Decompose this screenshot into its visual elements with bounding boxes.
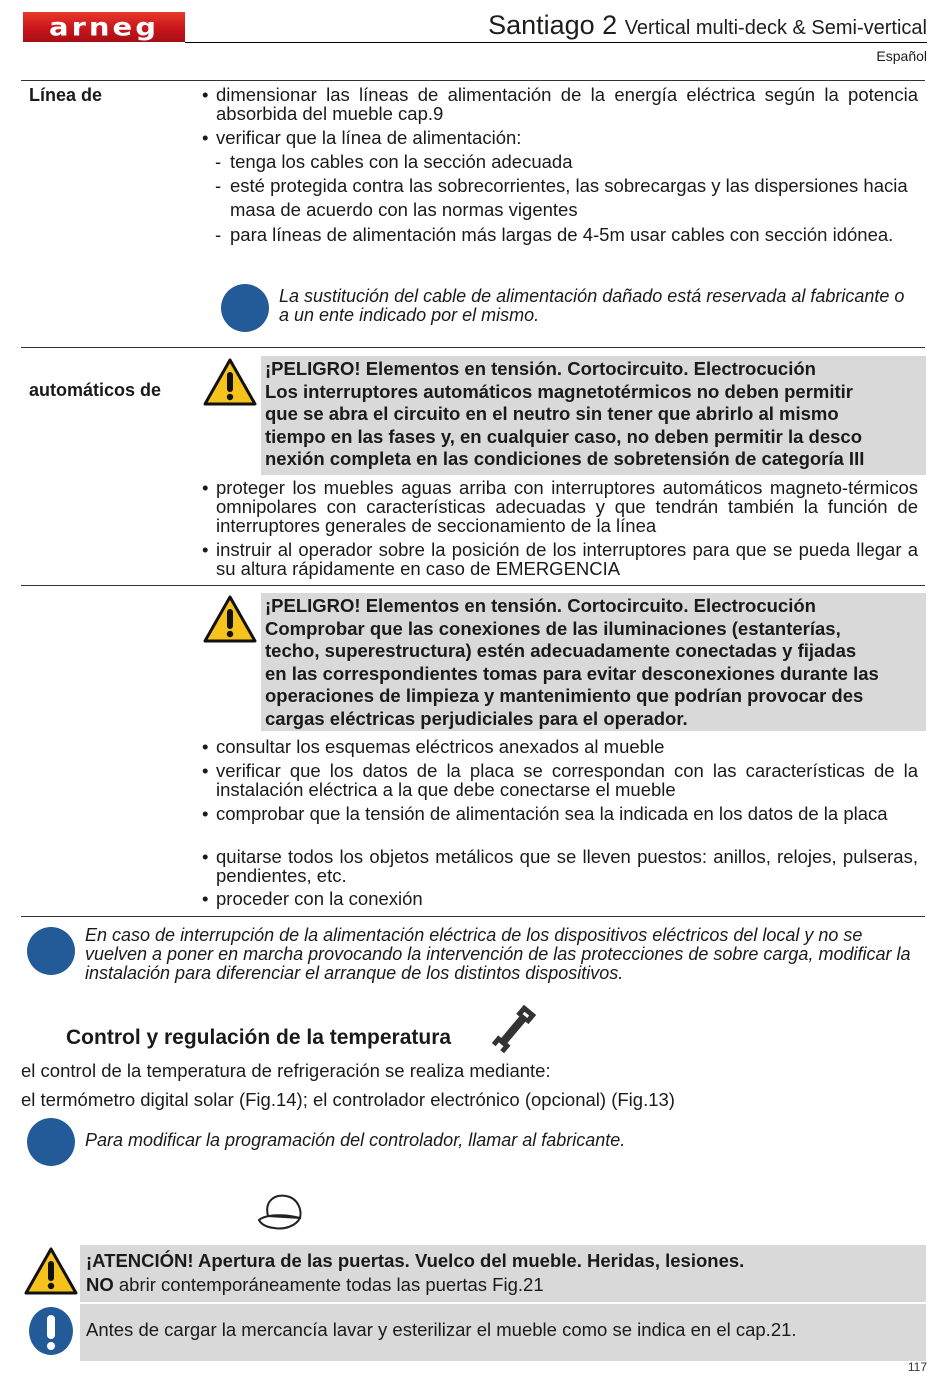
list-item: • comprobar que la tensión de alimentación sea la indicada en los datos de la placa bbox=[202, 803, 888, 824]
mandatory-box: Antes de cargar la mercancía lavar y esterilizar el mueble como se indica en el cap.21. bbox=[80, 1304, 926, 1361]
mandatory-exclamation-icon bbox=[27, 1306, 75, 1356]
product-subtitle: Vertical multi-deck & Semi-vertical bbox=[624, 17, 927, 39]
section-label-automaticos: automáticos de bbox=[29, 380, 162, 400]
info-circle-icon bbox=[27, 927, 75, 975]
warning-triangle-icon bbox=[203, 595, 257, 643]
info-note-controller: Para modificar la programación del controlador, llamar al fabricante. bbox=[85, 1130, 626, 1150]
temperature-text-1: el control de la temperatura de refrigeración se realiza mediante: bbox=[21, 1060, 551, 1081]
danger-warning-box: ¡PELIGRO! Elementos en tensión. Cortocircuito. Electrocución Comprobar que las conexiones de las iluminaciones (estanterías, techo, superestructura) estén adecuadamente conectadas y fijadas en las correspondientes tomas para evitar desconexiones durante las operaciones de limpieza y mantenimiento que podrían provocar des cargas eléctricas perjudiciales para el operador. bbox=[261, 593, 926, 731]
info-circle-icon bbox=[27, 1118, 75, 1166]
section-divider bbox=[21, 585, 925, 586]
list-item: • verificar que los datos de la placa se correspondan con las características de la instalación eléctrica a la que debe conectarse el mueble bbox=[202, 760, 918, 800]
arneg-logo: arneg bbox=[23, 12, 185, 42]
danger-warning-box: ¡PELIGRO! Elementos en tensión. Cortocircuito. Electrocución Los interruptores automáticos magnetotérmicos no deben permitir que se abra el circuito en el neutro sin tener que abrirlo al mismo tiempo en las fases y, en cualquier caso, no deben permitir la desco nexión completa en las condiciones de sobretensión de categoría III bbox=[261, 356, 926, 475]
info-circle-icon bbox=[221, 284, 269, 332]
warning-triangle-icon bbox=[24, 1247, 78, 1295]
protective-cap-icon bbox=[256, 1192, 306, 1232]
temperature-text-2: el termómetro digital solar (Fig.14); el controlador electrónico (opcional) (Fig.13) bbox=[21, 1089, 675, 1110]
sub-list-item: - esté protegida contra las sobrecorrientes, las sobrecargas y las dispersiones hacia masa de acuerdo con las normas vigentes bbox=[215, 175, 908, 220]
list-item: • consultar los esquemas eléctricos anexados al mueble bbox=[202, 736, 665, 757]
list-item: • dimensionar las líneas de alimentación de la energía eléctrica según la potencia absorbida del mueble cap.9 bbox=[202, 84, 918, 124]
header-divider bbox=[185, 42, 927, 43]
section-label-linea: Línea de bbox=[29, 85, 103, 105]
page-number: 117 bbox=[907, 1360, 927, 1374]
list-item: • instruir al operador sobre la posición de los interruptores para que se pueda llegar a su altura rápidamente en caso de EMERGENCIA bbox=[202, 539, 918, 579]
wrench-icon bbox=[488, 1000, 540, 1058]
sub-list-item: - para líneas de alimentación más largas de 4-5m usar cables con sección idónea. bbox=[215, 224, 894, 245]
info-note-interruption: En caso de interrupción de la alimentación eléctrica de los dispositivos eléctricos del local y no se vuelven a poner en marcha provocando la intervención de las protecciones de sobre carga, modificar la instalación para diferenciar el arranque de los distintos dispositivos. bbox=[85, 925, 911, 983]
list-item: • quitarse todos los objetos metálicos que se lleven puestos: anillos, relojes, pulseras, pendientes, etc. bbox=[202, 846, 918, 886]
document-title bbox=[488, 10, 927, 41]
info-note: La sustitución del cable de alimentación dañado está reservada al fabricante o a un ente indicado por el mismo. bbox=[279, 286, 905, 325]
warning-triangle-icon bbox=[203, 358, 257, 406]
product-name: Santiago 2 bbox=[488, 10, 618, 40]
section-heading-temperature: Control y regulación de la temperatura bbox=[66, 1026, 452, 1049]
list-item: • verificar que la línea de alimentación: bbox=[202, 127, 522, 148]
list-item: • proteger los muebles aguas arriba con interruptores automáticos magneto-térmicos omnipolares con características adecuadas y que tendrán también la función de interruptores generales de seccionamiento de la línea bbox=[202, 477, 918, 536]
section-divider bbox=[21, 347, 925, 348]
attention-box: ¡ATENCIÓN! Apertura de las puertas. Vuelco del mueble. Heridas, lesiones. NO abrir contemporáneamente todas las puertas Fig.21 bbox=[80, 1245, 926, 1302]
section-divider bbox=[21, 80, 925, 81]
section-divider bbox=[21, 916, 925, 917]
list-item: • proceder con la conexión bbox=[202, 888, 423, 909]
language-label: Español bbox=[876, 48, 927, 64]
sub-list-item: - tenga los cables con la sección adecuada bbox=[215, 151, 573, 172]
